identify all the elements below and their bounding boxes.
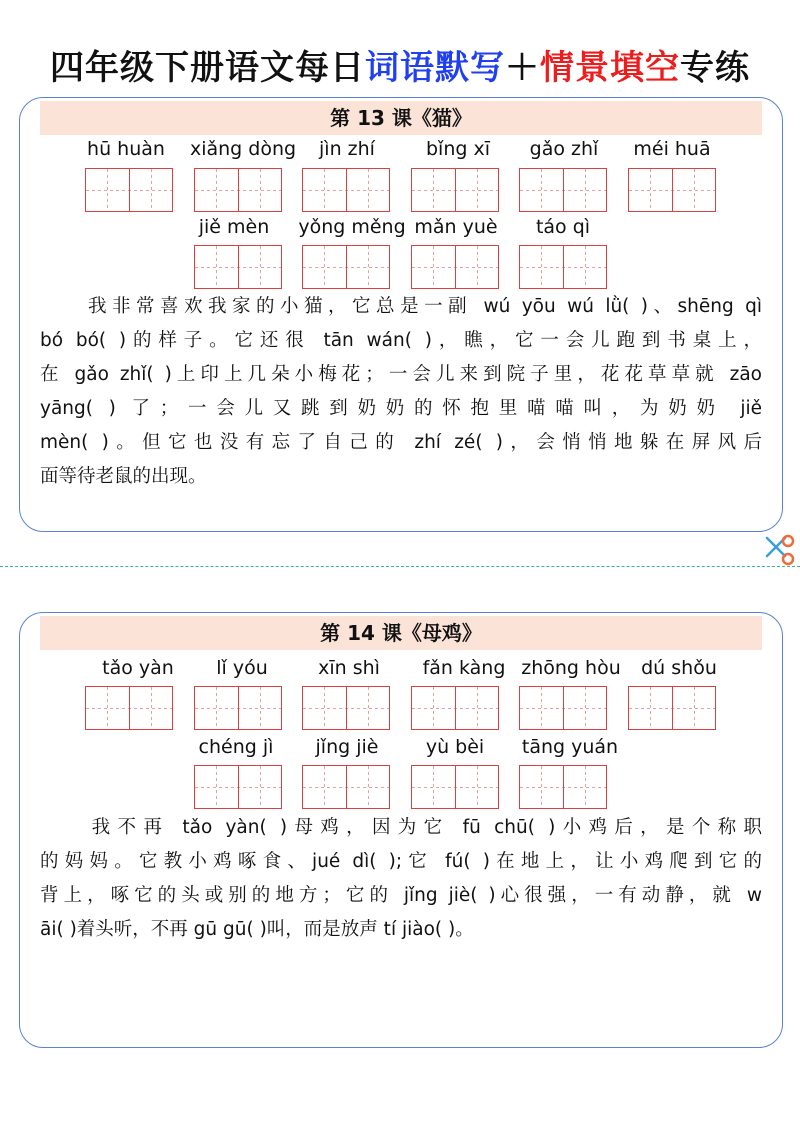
scissors-icon xyxy=(763,534,797,568)
cut-line-divider xyxy=(0,566,800,567)
writing-grid[interactable] xyxy=(194,765,282,809)
paragraph-line: 我非常喜欢我家的小猫，它总是一副 wú yōu wú lǜ( )、shēng qì xyxy=(40,296,762,317)
paragraph-line: yāng( ) 了；一会儿又跳到奶奶的怀抱里喵喵叫，为奶奶 jiě xyxy=(40,398,762,419)
writing-grid[interactable] xyxy=(519,686,607,730)
writing-grid[interactable] xyxy=(628,686,716,730)
pinyin-label: yù bèi xyxy=(425,736,485,758)
paragraph-line: 在 gǎo zhǐ( )上印上几朵小梅花；一会儿来到院子里，花花草草就 zāo xyxy=(40,364,762,385)
writing-grid[interactable] xyxy=(302,765,390,809)
pinyin-label: jǐng jiè xyxy=(315,736,379,758)
pinyin-label: dú shǒu xyxy=(641,657,717,679)
title-part3: 情景填空 xyxy=(540,48,680,88)
pinyin-row-1 xyxy=(20,657,782,685)
pinyin-label: bǐng xī xyxy=(425,138,491,160)
pinyin-label: tāng yuán xyxy=(521,736,619,758)
writing-grid[interactable] xyxy=(85,168,173,212)
pinyin-label: mǎn yuè xyxy=(414,216,498,238)
lesson-13-heading: 第 13 课《猫》 xyxy=(40,101,762,135)
writing-grid[interactable] xyxy=(411,686,499,730)
writing-grid[interactable] xyxy=(302,168,390,212)
pinyin-label: fǎn kàng xyxy=(422,657,506,679)
paragraph-line: bó bó( )的样子。它还很 tān wán( )，瞧，它一会儿跑到书桌上， xyxy=(40,330,762,351)
writing-grid[interactable] xyxy=(194,686,282,730)
lesson-14-card xyxy=(19,612,783,1048)
writing-grid[interactable] xyxy=(411,245,499,289)
pinyin-label: xīn shì xyxy=(318,657,380,679)
pinyin-row-2 xyxy=(20,736,782,764)
page-title xyxy=(0,40,800,89)
writing-grid[interactable] xyxy=(628,168,716,212)
fill-in-paragraph xyxy=(40,811,762,947)
pinyin-label: lǐ yóu xyxy=(216,657,268,679)
pinyin-label: jiě mèn xyxy=(198,216,270,238)
pinyin-label: chéng jì xyxy=(198,736,274,758)
pinyin-label: gǎo zhǐ xyxy=(529,138,599,160)
pinyin-row-1 xyxy=(20,138,782,166)
paragraph-line: 我不再 tǎo yàn( )母鸡，因为它 fū chū( )小鸡后，是个称职 xyxy=(40,817,762,838)
writing-grid[interactable] xyxy=(302,245,390,289)
paragraph-line: 面等待老鼠的出现。 xyxy=(40,466,207,487)
pinyin-label: méi huā xyxy=(633,138,711,160)
paragraph-line: 背上，啄它的头或别的地方；它的 jǐng jiè( )心很强，一有动静，就 w xyxy=(40,885,762,906)
lesson-13-card xyxy=(19,97,783,532)
writing-grid[interactable] xyxy=(302,686,390,730)
writing-grid[interactable] xyxy=(411,765,499,809)
pinyin-label: yǒng měng xyxy=(298,216,406,238)
pinyin-label: jìn zhí xyxy=(319,138,375,160)
writing-grid[interactable] xyxy=(194,168,282,212)
fill-in-paragraph xyxy=(40,290,762,494)
writing-grid[interactable] xyxy=(519,168,607,212)
pinyin-label: táo qì xyxy=(535,216,591,238)
pinyin-label: hū huàn xyxy=(87,138,165,160)
writing-grid[interactable] xyxy=(519,245,607,289)
writing-grid[interactable] xyxy=(85,686,173,730)
title-plus: ＋ xyxy=(505,48,540,88)
writing-grid[interactable] xyxy=(519,765,607,809)
pinyin-row-2 xyxy=(20,216,782,244)
lesson-14-heading: 第 14 课《母鸡》 xyxy=(40,616,762,650)
pinyin-label: xiǎng dòng xyxy=(189,138,297,160)
paragraph-line: mèn( )。但它也没有忘了自己的 zhí zé( )，会悄悄地躲在屏风后 xyxy=(40,432,762,453)
title-part2: 词语默写 xyxy=(365,48,505,88)
title-part4: 专练 xyxy=(680,48,750,88)
paragraph-line: 的妈妈。它教小鸡啄食、jué dì( );它 fú( )在地上，让小鸡爬到它的 xyxy=(40,851,762,872)
pinyin-label: tǎo yàn xyxy=(102,657,174,679)
writing-grid[interactable] xyxy=(411,168,499,212)
pinyin-label: zhōng hòu xyxy=(521,657,621,679)
title-part1: 四年级下册语文每日 xyxy=(50,48,365,88)
writing-grid[interactable] xyxy=(194,245,282,289)
paragraph-line: āi( )着头听，不再 gū gū( )叫，而是放声 tí jiào( )。 xyxy=(40,919,474,940)
